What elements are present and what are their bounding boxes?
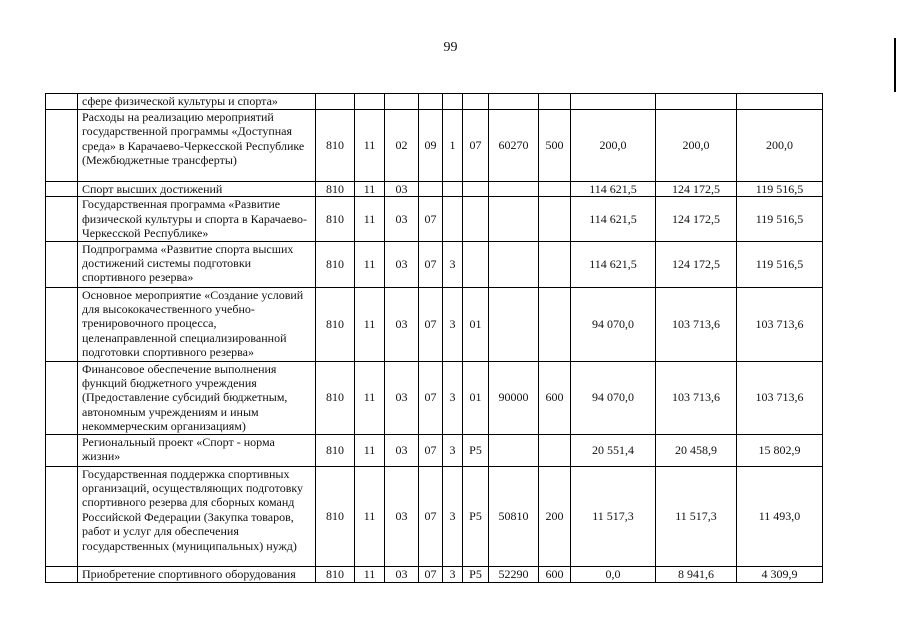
code-program-cell — [419, 94, 443, 110]
amount-year-2-cell: 103 713,6 — [656, 361, 737, 434]
code-section-cell — [355, 94, 385, 110]
code-event-cell — [463, 197, 489, 241]
expense-name-cell: Финансовое обеспечение выполнения функций бюджетного учреждения (Предоставление субсидий бюджетным, автономным учреждениям и иным некоммерческим организациям) — [78, 361, 316, 434]
code-subprogram-cell: 3 — [443, 434, 463, 466]
amount-year-1-cell: 11 517,3 — [571, 466, 656, 566]
page-number: 99 — [443, 40, 458, 55]
amount-year-1-cell — [571, 94, 656, 110]
code-program-cell — [419, 182, 443, 197]
amount-year-1-cell: 114 621,5 — [571, 241, 656, 287]
code-program-cell: 09 — [419, 110, 443, 182]
amount-year-2-cell: 124 172,5 — [656, 182, 737, 197]
code-event-cell: P5 — [463, 566, 489, 582]
code-section-cell: 11 — [355, 197, 385, 241]
table-row — [46, 361, 823, 434]
code-subprogram-cell — [443, 94, 463, 110]
code-subprogram-cell: 1 — [443, 110, 463, 182]
table-row — [46, 94, 823, 110]
row-number-cell — [46, 94, 78, 110]
code-admin-cell: 810 — [316, 434, 355, 466]
amount-year-2-cell — [656, 94, 737, 110]
row-number-cell — [46, 466, 78, 566]
code-admin-cell: 810 — [316, 197, 355, 241]
amount-year-2-cell: 8 941,6 — [656, 566, 737, 582]
table-row — [46, 287, 823, 361]
code-admin-cell: 810 — [316, 110, 355, 182]
amount-year-1-cell: 200,0 — [571, 110, 656, 182]
code-direction-cell — [489, 197, 539, 241]
code-subsection-cell: 03 — [385, 182, 419, 197]
expense-name-cell: Расходы на реализацию мероприятий государственной программы «Доступная среда» в Карачаево-Черкесской Республике (Межбюджетные трансферты) — [78, 110, 316, 182]
code-subprogram-cell: 3 — [443, 287, 463, 361]
code-subprogram-cell — [443, 182, 463, 197]
code-admin-cell: 810 — [316, 361, 355, 434]
expense-name-cell: Спорт высших достижений — [78, 182, 316, 197]
code-event-cell — [463, 182, 489, 197]
code-subprogram-cell: 3 — [443, 361, 463, 434]
code-event-cell: 01 — [463, 361, 489, 434]
code-subsection-cell — [385, 94, 419, 110]
code-subprogram-cell: 3 — [443, 466, 463, 566]
amount-year-2-cell: 200,0 — [656, 110, 737, 182]
expense-name-cell: Подпрограмма «Развитие спорта высших достижений системы подготовки спортивного резерва» — [78, 241, 316, 287]
code-direction-cell: 50810 — [489, 466, 539, 566]
amount-year-2-cell: 11 517,3 — [656, 466, 737, 566]
amount-year-3-cell: 119 516,5 — [737, 197, 823, 241]
code-subprogram-cell — [443, 197, 463, 241]
amount-year-1-cell: 0,0 — [571, 566, 656, 582]
amount-year-1-cell: 94 070,0 — [571, 361, 656, 434]
amount-year-2-cell: 103 713,6 — [656, 287, 737, 361]
code-expense-type-cell — [539, 241, 571, 287]
amount-year-1-cell: 94 070,0 — [571, 287, 656, 361]
code-section-cell: 11 — [355, 466, 385, 566]
code-direction-cell: 52290 — [489, 566, 539, 582]
code-expense-type-cell — [539, 287, 571, 361]
code-subsection-cell: 03 — [385, 466, 419, 566]
table-row — [46, 566, 823, 582]
code-subsection-cell: 03 — [385, 361, 419, 434]
scan-edge-line — [894, 38, 896, 92]
code-direction-cell — [489, 94, 539, 110]
row-number-cell — [46, 434, 78, 466]
row-number-cell — [46, 110, 78, 182]
expense-name-cell: Государственная поддержка спортивных организаций, осуществляющих подготовку спортивного резерва для сборных команд Российской Федерации (Закупка товаров, работ и услуг для обеспечения государственных (муниципальных) нужд) — [78, 466, 316, 566]
table-row — [46, 434, 823, 466]
code-expense-type-cell: 200 — [539, 466, 571, 566]
amount-year-3-cell: 11 493,0 — [737, 466, 823, 566]
code-admin-cell: 810 — [316, 182, 355, 197]
amount-year-3-cell: 200,0 — [737, 110, 823, 182]
table-row — [46, 241, 823, 287]
amount-year-3-cell: 15 802,9 — [737, 434, 823, 466]
code-direction-cell — [489, 182, 539, 197]
code-program-cell: 07 — [419, 287, 443, 361]
expense-name-cell: Государственная программа «Развитие физической культуры и спорта в Карачаево-Черкесской Республике» — [78, 197, 316, 241]
code-section-cell: 11 — [355, 287, 385, 361]
row-number-cell — [46, 241, 78, 287]
amount-year-1-cell: 114 621,5 — [571, 182, 656, 197]
amount-year-2-cell: 124 172,5 — [656, 241, 737, 287]
table-row — [46, 197, 823, 241]
row-number-cell — [46, 197, 78, 241]
amount-year-1-cell: 20 551,4 — [571, 434, 656, 466]
code-direction-cell — [489, 287, 539, 361]
expense-name-cell: Основное мероприятие «Создание условий для высококачественного учебно-тренировочного процесса, целенаправленной специализированной подготовки спортивного резерва» — [78, 287, 316, 361]
table-row — [46, 182, 823, 197]
code-subprogram-cell: 3 — [443, 566, 463, 582]
code-program-cell: 07 — [419, 241, 443, 287]
code-subsection-cell: 03 — [385, 434, 419, 466]
code-direction-cell — [489, 434, 539, 466]
amount-year-3-cell: 4 309,9 — [737, 566, 823, 582]
code-expense-type-cell — [539, 434, 571, 466]
code-expense-type-cell — [539, 94, 571, 110]
code-program-cell: 07 — [419, 566, 443, 582]
table-row — [46, 466, 823, 566]
code-program-cell: 07 — [419, 361, 443, 434]
code-section-cell: 11 — [355, 566, 385, 582]
code-section-cell: 11 — [355, 182, 385, 197]
code-admin-cell: 810 — [316, 566, 355, 582]
code-expense-type-cell: 600 — [539, 361, 571, 434]
code-event-cell: 07 — [463, 110, 489, 182]
code-subprogram-cell: 3 — [443, 241, 463, 287]
row-number-cell — [46, 182, 78, 197]
expense-name-cell: Региональный проект «Спорт - норма жизни» — [78, 434, 316, 466]
code-event-cell — [463, 241, 489, 287]
code-section-cell: 11 — [355, 241, 385, 287]
code-expense-type-cell: 500 — [539, 110, 571, 182]
amount-year-3-cell: 119 516,5 — [737, 182, 823, 197]
amount-year-1-cell: 114 621,5 — [571, 197, 656, 241]
amount-year-3-cell: 103 713,6 — [737, 361, 823, 434]
table-row — [46, 110, 823, 182]
code-admin-cell — [316, 94, 355, 110]
code-event-cell: 01 — [463, 287, 489, 361]
code-subsection-cell: 03 — [385, 566, 419, 582]
code-program-cell: 07 — [419, 466, 443, 566]
code-direction-cell: 60270 — [489, 110, 539, 182]
budget-table — [45, 93, 823, 583]
amount-year-2-cell: 20 458,9 — [656, 434, 737, 466]
code-event-cell — [463, 94, 489, 110]
code-program-cell: 07 — [419, 197, 443, 241]
code-expense-type-cell — [539, 182, 571, 197]
row-number-cell — [46, 566, 78, 582]
code-subsection-cell: 03 — [385, 197, 419, 241]
code-admin-cell: 810 — [316, 466, 355, 566]
row-number-cell — [46, 287, 78, 361]
expense-name-cell: Приобретение спортивного оборудования — [78, 566, 316, 582]
code-admin-cell: 810 — [316, 287, 355, 361]
amount-year-2-cell: 124 172,5 — [656, 197, 737, 241]
expense-name-cell: сфере физической культуры и спорта» — [78, 94, 316, 110]
amount-year-3-cell: 119 516,5 — [737, 241, 823, 287]
row-number-cell — [46, 361, 78, 434]
code-subsection-cell: 02 — [385, 110, 419, 182]
code-section-cell: 11 — [355, 110, 385, 182]
code-event-cell: P5 — [463, 434, 489, 466]
code-section-cell: 11 — [355, 361, 385, 434]
code-section-cell: 11 — [355, 434, 385, 466]
code-program-cell: 07 — [419, 434, 443, 466]
code-subsection-cell: 03 — [385, 287, 419, 361]
code-admin-cell: 810 — [316, 241, 355, 287]
code-subsection-cell: 03 — [385, 241, 419, 287]
code-expense-type-cell — [539, 197, 571, 241]
code-direction-cell: 90000 — [489, 361, 539, 434]
code-expense-type-cell: 600 — [539, 566, 571, 582]
amount-year-3-cell — [737, 94, 823, 110]
code-event-cell: P5 — [463, 466, 489, 566]
code-direction-cell — [489, 241, 539, 287]
amount-year-3-cell: 103 713,6 — [737, 287, 823, 361]
